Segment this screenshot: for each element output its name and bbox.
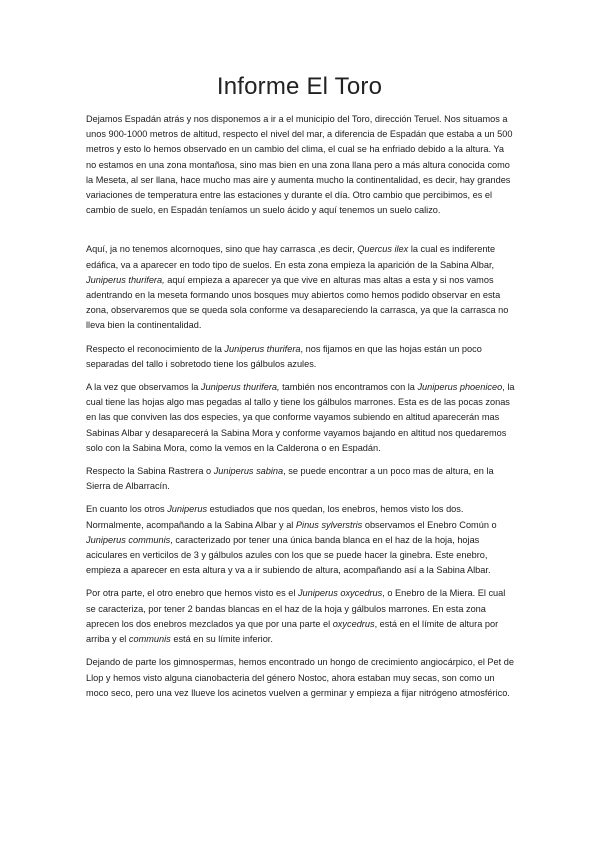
species-name: Juniperus thurifera, xyxy=(86,274,165,285)
text-run: , se puede encontrar a un poco mas de altura, en la Sierra de Albarracín. xyxy=(86,466,494,492)
paragraph-carrasca xyxy=(86,242,516,333)
text-run: , o Enebro de la Miera. El cual se caracteriza, por tener 2 bandas blancas en el haz de la hoja y gálbulos marrones. En esta zona aprecen los dos enebros mezclados ya que por una parte el xyxy=(86,588,506,629)
paragraph-intro xyxy=(86,112,516,218)
text-run: estudiados que nos quedan, los enebros, hemos visto los dos. Normalmente, acompañando a la Sabina Albar y al xyxy=(86,504,464,530)
text-run: , nos fijamos en que las hojas están un poco separadas del tallo i sobretodo tiene los gálbulos azules. xyxy=(86,343,482,369)
text-run: Respecto el reconocimiento de la xyxy=(86,343,225,354)
paragraph-enebros xyxy=(86,502,516,578)
document-body xyxy=(86,112,516,709)
species-name: Juniperus thurifera, xyxy=(200,382,280,393)
species-name: Quercus ilex xyxy=(357,244,409,255)
species-name: Juniperus phoeniceo xyxy=(417,382,503,393)
species-name: Juniperus xyxy=(167,504,208,515)
document-title: Informe El Toro xyxy=(216,73,383,100)
species-name: communis xyxy=(128,634,171,645)
species-name: oxycedrus xyxy=(332,618,375,629)
text-run: , la cual tiene las hojas algo mas pegadas al tallo y tiene los gálbulos marrones. Esta es de las pocas zonas en las que conviven las dos especies, ya que conforme vayamos subiendo en altitud aparecerán mas Sabinas Albar y desaparecerá la Sabina Mora y conforme vayamos bajando en altitud nos quedaremos solo con la Sabina Mora, como la vemos en la Calderona o en Espadán. xyxy=(86,382,515,453)
paragraph-sabina xyxy=(86,464,516,494)
text-run: A la vez que observamos la xyxy=(86,382,201,393)
paragraph-thurifera-recognition xyxy=(86,342,516,372)
text-run: la cual es indiferente edáfica, va a aparecer en todo tipo de suelos. En esta zona empieza la aparición de la Sabina Albar, xyxy=(86,244,496,270)
text-run: Dejando de parte los gimnospermas, hemos encontrado un hongo de crecimiento angiocárpico, el Pet de Llop y hemos visto alguna cianobacteria del género Nostoc, ahora estaban muy secas, son como un moco seco, pero una vez llueve los acinetos vuelven a germinar y empieza a fijar nitrógeno atmosférico. xyxy=(86,657,514,698)
text-run: Dejamos Espadán atrás y nos disponemos a ir a el municipio del Toro, dirección Teruel. Nos situamos a unos 900-1000 metros de altitud, respecto el nivel del mar, a diferencia de Espadán que estaba a un 500 metros y esto lo hemos observado en un cambio del clima, el cual se ha enfriado debido a la altura. Ya no estamos en una zona montañosa, sino mas bien en una zona llana pero a más altura conocida como la Meseta, al ser llana, hace mucho mas aire y aumenta mucho la continentalidad, es decir, hay grandes variaciones de temperatura entre las estaciones y durante el día. Otro cambio que percibimos, es el cambio de suelo, en Espadán teníamos un suelo ácido y aquí tenemos un suelo calizo. xyxy=(86,114,513,216)
species-name: Juniperus sabina xyxy=(213,466,284,477)
species-name: Pinus sylverstris xyxy=(295,519,363,530)
text-run: Aquí, ja no tenemos alcornoques, sino que hay carrasca ,es decir, xyxy=(86,244,358,255)
text-run: Por otra parte, el otro enebro que hemos visto es el xyxy=(86,588,298,599)
text-run: está en su límite inferior. xyxy=(170,634,273,645)
paragraph-oxycedrus xyxy=(86,586,516,647)
text-run: observamos el Enebro Común o xyxy=(362,519,497,530)
species-name: Juniperus thurifera xyxy=(224,343,301,354)
text-run: , caracterizado por tener una única banda blanca en el haz de la hoja, hojas aciculares en verticilos de 3 y gálbulos azules con los que se puede hacer la ginebra. Este enebro, empieza a aparecer en esta altura y va a ir subiendo de altura, acompañando así a la Sabina Albar. xyxy=(86,534,491,576)
text-run: aquí empieza a aparecer ya que vive en alturas mas altas a esta y si nos vamos adentrando en la meseta formando unos bosques muy abiertos como hemos podido observar en esta zona, observaremos que se queda sola conforme va desapareciendo la carrasca, ya que la carrasca no lleva bien la continentalidad. xyxy=(86,274,509,331)
species-name: Juniperus communis xyxy=(86,534,171,545)
text-run: Respecto la Sabina Rastrera o xyxy=(86,466,214,477)
text-run: , está en el límite de altura por arriba y el xyxy=(86,618,499,645)
paragraph-hongos xyxy=(86,655,516,701)
text-run: En cuanto los otros xyxy=(86,504,168,515)
text-run: también nos encontramos con la xyxy=(279,382,418,393)
paragraph-phoeniceo xyxy=(86,380,516,456)
species-name: Juniperus oxycedrus xyxy=(297,588,383,599)
